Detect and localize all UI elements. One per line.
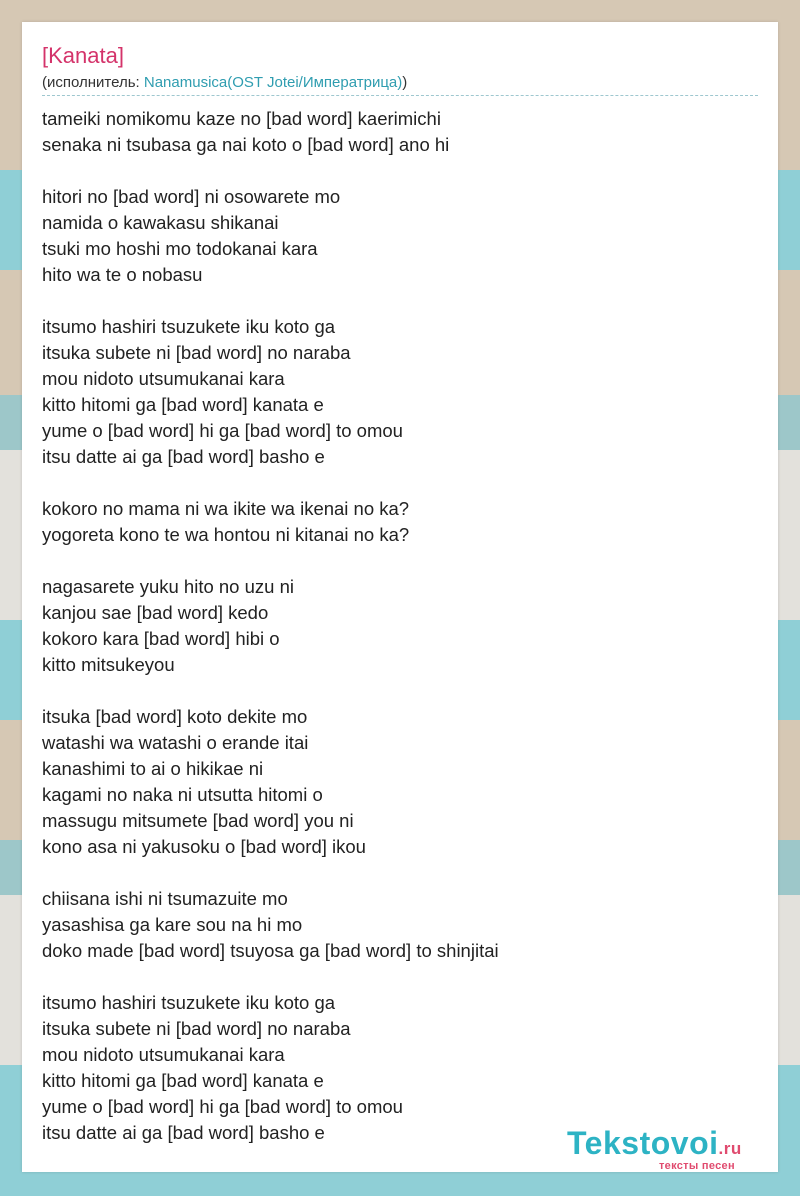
lyric-line: kitto hitomi ga [bad word] kanata e xyxy=(42,394,324,415)
stanza-break xyxy=(42,158,499,184)
lyric-line: tsuki mo hoshi mo todokanai kara xyxy=(42,238,318,259)
lyric-line: doko made [bad word] tsuyosa ga [bad word] to shinjitai xyxy=(42,940,499,961)
logo-tagline: тексты песен xyxy=(659,1160,735,1172)
lyric-line: kokoro kara [bad word] hibi o xyxy=(42,628,280,649)
lyric-line: mou nidoto utsumukanai kara xyxy=(42,1044,285,1065)
lyric-line: itsu datte ai ga [bad word] basho e xyxy=(42,1122,325,1143)
lyric-line: hitori no [bad word] ni osowarete mo xyxy=(42,186,341,207)
lyrics-body xyxy=(42,106,499,1146)
song-title: [Kanata] xyxy=(42,43,124,68)
stanza-break xyxy=(42,548,499,574)
lyrics-card xyxy=(22,22,778,1172)
logo-name: Tekstovoi xyxy=(567,1125,719,1161)
logo-tld: .ru xyxy=(718,1139,742,1158)
lyric-line: yume o [bad word] hi ga [bad word] to omou xyxy=(42,420,403,441)
site-logo[interactable] xyxy=(567,1124,777,1174)
lyric-line: tameiki nomikomu kaze no [bad word] kaerimichi xyxy=(42,108,441,129)
lyric-line: mou nidoto utsumukanai kara xyxy=(42,368,285,389)
artist-link[interactable]: Nanamusica(OST Jotei/Императрица) xyxy=(143,74,403,91)
lyric-line: itsumo hashiri tsuzukete iku koto ga xyxy=(42,992,336,1013)
lyric-line: itsu datte ai ga [bad word] basho e xyxy=(42,446,325,467)
lyric-line: senaka ni tsubasa ga nai koto o [bad word] ano hi xyxy=(42,134,450,155)
lyric-line: kanjou sae [bad word] kedo xyxy=(42,602,269,623)
lyric-line: watashi wa watashi o erande itai xyxy=(42,732,309,753)
lyric-line: yogoreta kono te wa hontou ni kitanai no ka? xyxy=(42,524,410,545)
lyric-line: nagasarete yuku hito no uzu ni xyxy=(42,576,294,597)
lyric-line: itsuka subete ni [bad word] no naraba xyxy=(42,1018,351,1039)
lyric-line: yume o [bad word] hi ga [bad word] to omou xyxy=(42,1096,403,1117)
stanza-break xyxy=(42,678,499,704)
lyric-line: itsumo hashiri tsuzukete iku koto ga xyxy=(42,316,336,337)
stanza-break xyxy=(42,860,499,886)
lyric-line: kokoro no mama ni wa ikite wa ikenai no ka? xyxy=(42,498,410,519)
artist-line xyxy=(42,73,758,96)
stanza-break xyxy=(42,470,499,496)
lyric-line: namida o kawakasu shikanai xyxy=(42,212,279,233)
lyric-line: kitto mitsukeyou xyxy=(42,654,175,675)
lyric-line: itsuka [bad word] koto dekite mo xyxy=(42,706,308,727)
artist-prefix: (исполнитель: xyxy=(42,74,144,91)
lyric-line: hito wa te o nobasu xyxy=(42,264,203,285)
lyric-line: yasashisa ga kare sou na hi mo xyxy=(42,914,303,935)
lyric-line: massugu mitsumete [bad word] you ni xyxy=(42,810,354,831)
stanza-break xyxy=(42,288,499,314)
artist-suffix: ) xyxy=(402,74,408,91)
lyric-line: kitto hitomi ga [bad word] kanata e xyxy=(42,1070,324,1091)
lyric-line: kanashimi to ai o hikikae ni xyxy=(42,758,264,779)
lyric-line: chiisana ishi ni tsumazuite mo xyxy=(42,888,288,909)
stanza-break xyxy=(42,964,499,990)
lyric-line: kono asa ni yakusoku o [bad word] ikou xyxy=(42,836,366,857)
lyric-line: kagami no naka ni utsutta hitomi o xyxy=(42,784,323,805)
lyric-line: itsuka subete ni [bad word] no naraba xyxy=(42,342,351,363)
